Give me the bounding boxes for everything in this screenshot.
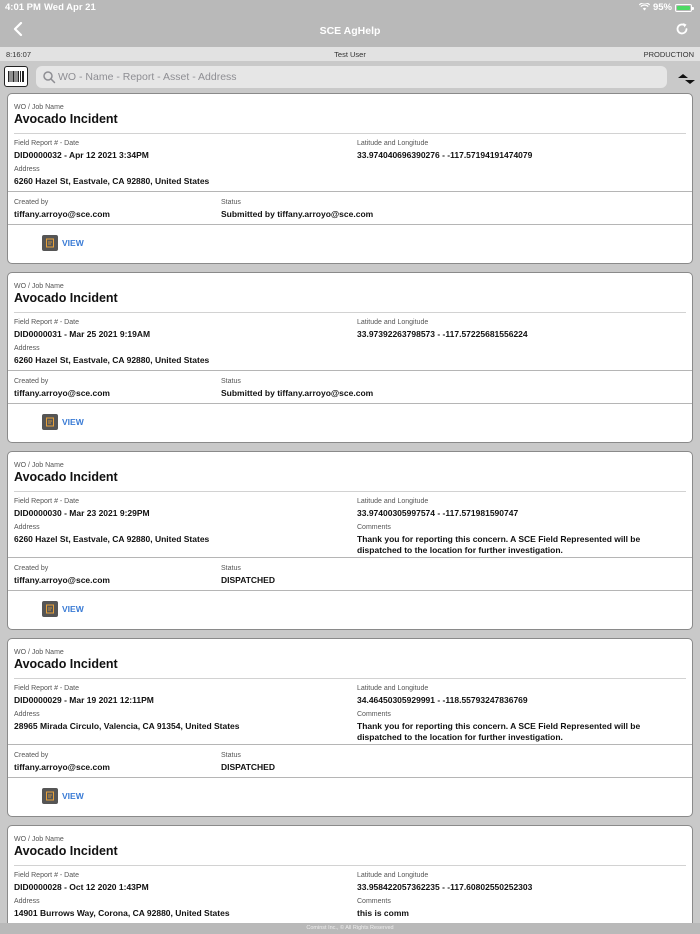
view-button[interactable]	[42, 601, 84, 617]
comments-value: Thank you for reporting this concern. A SCE Field Represented will be dispatched to the location for further investigation.	[357, 721, 641, 742]
view-label: VIEW	[62, 791, 84, 801]
report-date-label: Field Report # - Date	[14, 319, 79, 326]
comments-value: this is comm	[357, 908, 409, 918]
comments-label: Comments	[357, 711, 391, 718]
search-field[interactable]	[36, 66, 667, 88]
report-icon	[42, 788, 58, 804]
job-name: Avocado Incident	[14, 291, 118, 305]
comments-value: Thank you for reporting this concern. A SCE Field Represented will be dispatched to the location for further investigation.	[357, 534, 641, 555]
comments-label: Comments	[357, 898, 391, 905]
created-by-label: Created by	[14, 378, 49, 385]
incident-card[interactable]	[7, 825, 693, 923]
wo-job-label: WO / Job Name	[14, 104, 64, 111]
incident-card[interactable]	[7, 638, 693, 817]
status-label: Status	[221, 752, 241, 759]
status-right	[639, 2, 692, 13]
wo-job-label: WO / Job Name	[14, 836, 64, 843]
report-icon	[42, 414, 58, 430]
barcode-scan-button[interactable]	[4, 66, 28, 87]
job-name: Avocado Incident	[14, 657, 118, 671]
report-date-value: DID0000030 - Mar 23 2021 9:29PM	[14, 508, 150, 518]
session-time: 8:16:07	[6, 50, 32, 59]
lat-lng-label: Latitude and Longitude	[357, 498, 429, 505]
incident-card[interactable]	[7, 272, 693, 443]
status-label: Status	[221, 199, 241, 206]
lat-lng-label: Latitude and Longitude	[357, 140, 429, 147]
lat-lng-label: Latitude and Longitude	[357, 872, 429, 879]
view-label: VIEW	[62, 417, 84, 427]
report-date-label: Field Report # - Date	[14, 685, 79, 692]
status-label: Status	[221, 378, 241, 385]
lat-lng-label: Latitude and Longitude	[357, 685, 429, 692]
created-by-value: tiffany.arroyo@sce.com	[14, 209, 110, 219]
report-date-value: DID0000028 - Oct 12 2020 1:43PM	[14, 882, 149, 892]
report-date-value: DID0000031 - Mar 25 2021 9:19AM	[14, 329, 151, 339]
wo-job-label: WO / Job Name	[14, 649, 64, 656]
status-value: DISPATCHED	[221, 575, 275, 585]
status-value: Submitted by tiffany.arroyo@sce.com	[221, 209, 374, 219]
lat-lng-value: 33.97400305997574 - -117.571981590747	[357, 508, 519, 518]
status-time: 4:01 PM	[5, 2, 41, 13]
sort-arrows-icon	[676, 73, 696, 85]
status-value: DISPATCHED	[221, 762, 275, 772]
created-by-value: tiffany.arroyo@sce.com	[14, 388, 110, 398]
job-name: Avocado Incident	[14, 112, 118, 126]
incident-card[interactable]	[7, 451, 693, 630]
status-value: Submitted by tiffany.arroyo@sce.com	[221, 388, 374, 398]
status-label: Status	[221, 565, 241, 572]
comments-label: Comments	[357, 524, 391, 531]
report-date-label: Field Report # - Date	[14, 140, 79, 147]
report-date-value: DID0000032 - Apr 12 2021 3:34PM	[14, 150, 149, 160]
session-info-bar	[0, 47, 700, 61]
nav-bar	[0, 14, 700, 47]
address-value: 14901 Burrows Way, Corona, CA 92880, United States	[14, 908, 230, 918]
lat-lng-value: 33.958422057362235 - -117.60802550252303	[357, 882, 533, 892]
view-label: VIEW	[62, 238, 84, 248]
address-label: Address	[14, 524, 40, 531]
footer: Cominst Inc., © All Rights Reserved	[0, 923, 700, 934]
wo-job-label: WO / Job Name	[14, 462, 64, 469]
lat-lng-value: 34.46450305929991 - -118.55793247836769	[357, 695, 528, 705]
address-label: Address	[14, 898, 40, 905]
page-title: SCE AgHelp	[319, 25, 381, 37]
report-icon	[42, 235, 58, 251]
search-input[interactable]	[58, 66, 658, 88]
report-date-value: DID0000029 - Mar 19 2021 12:11PM	[14, 695, 154, 705]
status-date: Wed Apr 21	[44, 2, 96, 13]
barcode-icon	[7, 70, 25, 83]
lat-lng-value: 33.97392263798573 - -117.57225681556224	[357, 329, 528, 339]
status-bar	[0, 0, 700, 14]
created-by-label: Created by	[14, 752, 49, 759]
battery-percent: 95%	[652, 2, 672, 13]
sort-toggle-button[interactable]	[676, 72, 696, 84]
view-button[interactable]	[42, 788, 84, 804]
incident-list	[0, 92, 700, 923]
address-value: 6260 Hazel St, Eastvale, CA 92880, United States	[14, 534, 210, 544]
report-icon	[42, 601, 58, 617]
created-by-value: tiffany.arroyo@sce.com	[14, 575, 110, 585]
incident-card[interactable]	[7, 93, 693, 264]
created-by-label: Created by	[14, 565, 49, 572]
wo-job-label: WO / Job Name	[14, 283, 64, 290]
view-label: VIEW	[62, 604, 84, 614]
current-user: Test User	[334, 50, 366, 59]
search-icon	[42, 70, 56, 84]
report-date-label: Field Report # - Date	[14, 872, 79, 879]
battery-icon	[675, 4, 692, 12]
app-header	[0, 0, 700, 47]
address-value: 6260 Hazel St, Eastvale, CA 92880, United States	[14, 355, 210, 365]
job-name: Avocado Incident	[14, 844, 118, 858]
lat-lng-label: Latitude and Longitude	[357, 319, 429, 326]
lat-lng-value: 33.974040696390276 - -117.57194191474079	[357, 150, 533, 160]
address-label: Address	[14, 345, 40, 352]
refresh-icon	[675, 22, 689, 36]
search-row	[0, 61, 700, 92]
address-label: Address	[14, 166, 40, 173]
view-button[interactable]	[42, 414, 84, 430]
created-by-label: Created by	[14, 199, 49, 206]
report-date-label: Field Report # - Date	[14, 498, 79, 505]
created-by-value: tiffany.arroyo@sce.com	[14, 762, 110, 772]
address-value: 28965 Mirada Circulo, Valencia, CA 91354, United States	[14, 721, 240, 731]
job-name: Avocado Incident	[14, 470, 118, 484]
environment-label: PRODUCTION	[643, 50, 694, 59]
address-value: 6260 Hazel St, Eastvale, CA 92880, United States	[14, 176, 210, 186]
address-label: Address	[14, 711, 40, 718]
view-button[interactable]	[42, 235, 84, 251]
wifi-icon	[639, 3, 650, 13]
refresh-button[interactable]	[675, 22, 691, 38]
